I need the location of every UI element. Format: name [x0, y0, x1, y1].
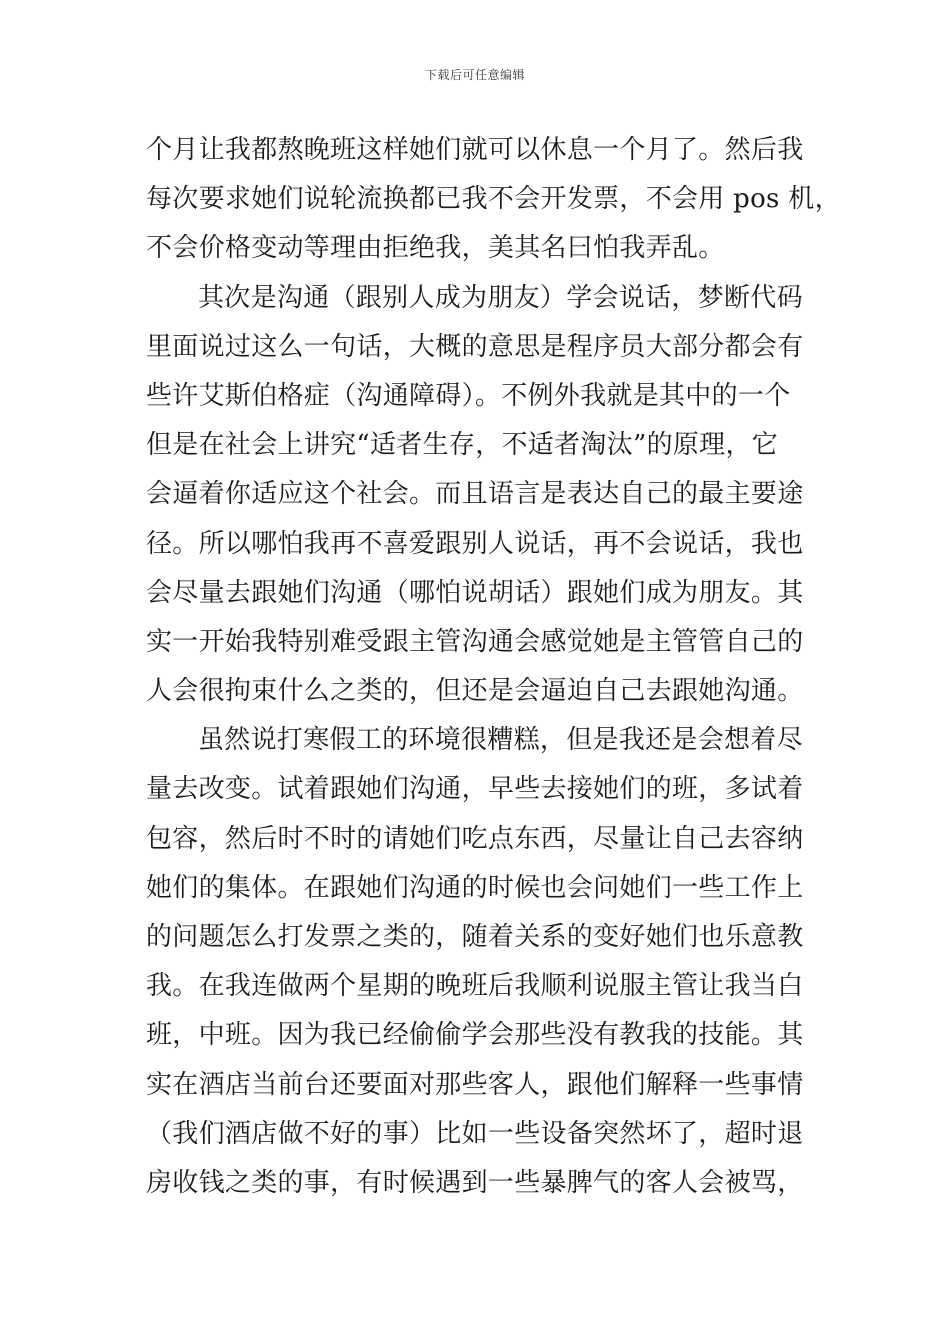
- text-line: 径。所以哪怕我再不喜爱跟别人说话，再不会说话，我也: [146, 528, 804, 559]
- text-line: 里面说过这么一句话，大概的意思是程序员大部分都会有: [146, 331, 804, 362]
- text-line: 每次要求她们说轮流换都已我不会开发票，不会用 pos 机，: [146, 184, 841, 215]
- text-line: 量去改变。试着跟她们沟通，早些去接她们的班，多试着: [146, 774, 804, 805]
- text-line: 些许艾斯伯格症（沟通障碍）。不例外我就是其中的一个: [146, 380, 791, 411]
- document-body: [146, 126, 841, 1208]
- text-line: 的问题怎么打发票之类的，随着关系的变好她们也乐意教: [146, 922, 804, 952]
- text-line: 房收钱之类的事，有时候遇到一些暴脾气的客人会被骂，: [146, 1167, 804, 1198]
- text-line: 但是在社会上讲究“适者生存，不适者淘汰”的原理，它: [146, 430, 779, 461]
- text-line: 班，中班。因为我已经偷偷学会那些没有教我的技能。其: [146, 1020, 804, 1051]
- text-line: 实在酒店当前台还要面对那些客人，跟他们解释一些事情: [146, 1069, 804, 1100]
- text-line: 包容，然后时不时的请她们吃点东西，尽量让自己去容纳: [146, 823, 804, 854]
- paragraph-start-line: 其次是沟通（跟别人成为朋友）学会说话，梦断代码: [198, 282, 803, 313]
- text-line: 会逼着你适应这个社会。而且语言是表达自己的最主要途: [146, 479, 804, 510]
- text-line: 实一开始我特别难受跟主管沟通会感觉她是主管管自己的: [146, 626, 804, 657]
- text-line: 会尽量去跟她们沟通（哪怕说胡话）跟她们成为朋友。其: [146, 577, 804, 608]
- text-line: 人会很拘束什么之类的，但还是会逼迫自己去跟她沟通。: [146, 676, 804, 707]
- text-line: 不会价格变动等理由拒绝我，美其名曰怕我弄乱。: [146, 233, 725, 264]
- paragraph-start-line: 虽然说打寒假工的环境很糟糕，但是我还是会想着尽: [198, 725, 803, 756]
- text-line: （我们酒店做不好的事）比如一些设备突然坏了，超时退: [146, 1118, 804, 1149]
- page-header: 下载后可任意编辑: [424, 68, 525, 82]
- text-line: 个月让我都熬晚班这样她们就可以休息一个月了。然后我: [146, 135, 804, 165]
- text-line: 她们的集体。在跟她们沟通的时候也会问她们一些工作上: [146, 872, 804, 903]
- text-line: 我。在我连做两个星期的晚班后我顺利说服主管让我当白: [146, 971, 804, 1002]
